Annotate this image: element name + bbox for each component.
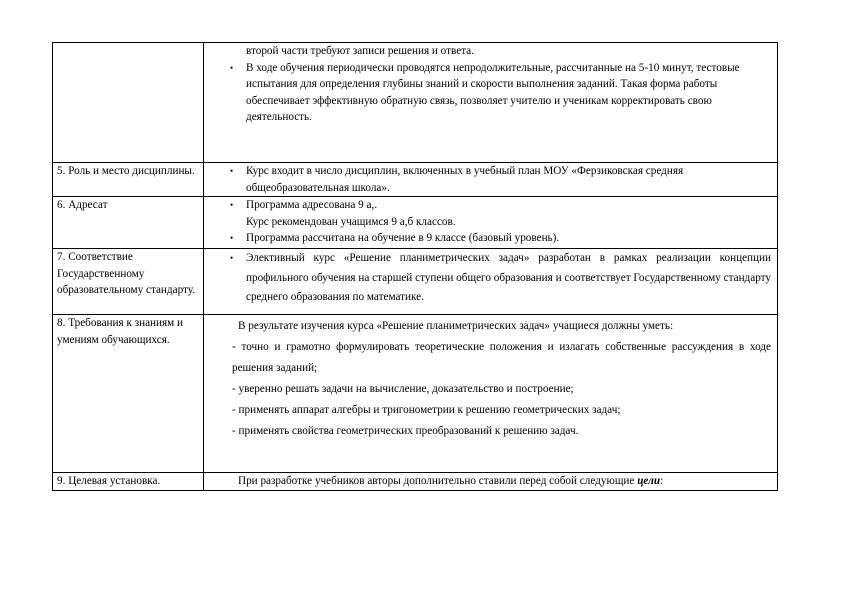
list-item-text: Программа адресована 9 а,. <box>246 199 378 211</box>
row-content <box>204 163 778 197</box>
table-row <box>53 43 778 163</box>
bullet-list <box>208 230 771 247</box>
bullet-icon: • <box>230 62 234 73</box>
table-row <box>53 473 778 491</box>
bullet-list <box>208 249 771 308</box>
bullet-icon: • <box>230 253 234 263</box>
row-content <box>204 473 778 491</box>
text-line: Курс рекомендован учащимся 9 а,б классов. <box>246 215 456 228</box>
row-label: 6. Адресат <box>53 197 204 249</box>
list-item: - применять свойства геометрических преобразований к решению задач. <box>232 425 579 437</box>
program-table <box>52 42 778 491</box>
goal-emphasis: цели <box>637 475 661 487</box>
list-item <box>208 60 771 126</box>
list-item <box>208 163 771 196</box>
row-label: 7. Соответствие Государственному образовательному стандарту. <box>53 249 204 315</box>
list-item-text: Программа рассчитана на обучение в 9 классе (базовый уровень). <box>246 232 560 244</box>
bullet-list <box>208 197 771 214</box>
list-item <box>208 249 771 308</box>
list-item <box>208 230 771 247</box>
list-item <box>208 197 771 214</box>
bullet-icon: • <box>230 200 234 210</box>
row-content <box>204 315 778 473</box>
table-row <box>53 197 778 249</box>
table-row <box>53 163 778 197</box>
list-item: - уверенно решать задачи на вычисление, доказательство и построение; <box>232 383 574 395</box>
table-row <box>53 249 778 315</box>
row-label <box>53 43 204 163</box>
row-label: 5. Роль и место дисциплины. <box>53 163 204 197</box>
list-item-text: В ходе обучения периодически проводятся непродолжительные, рассчитанные на 5-10 минут, тестовые испытания для определения глубины знаний и скорости выполнения заданий. Такая форма работы обеспечивает эффективную обратную связь, позволяет учителю и ученикам корректировать свою деятельность. <box>246 61 740 123</box>
row-content <box>204 249 778 315</box>
requirements-intro: В результате изучения курса «Решение планиметрических задач» учащиеся должны уметь: <box>238 320 674 332</box>
row-label: 8. Требования к знаниям и умениям обучающихся. <box>53 315 204 473</box>
bullet-list <box>208 60 771 126</box>
row-content <box>204 43 778 163</box>
list-item: - применять аппарат алгебры и тригонометрии к решению геометрических задач; <box>232 404 621 416</box>
continuation-line: второй части требуют записи решения и ответа. <box>246 45 474 57</box>
goal-tail: : <box>660 475 664 487</box>
list-item: - точно и грамотно формулировать теоретические положения и излагать собственные рассуждения в ходе решения заданий; <box>232 341 771 374</box>
list-item-text: Элективный курс «Решение планиметрических задач» разработан в рамках реализации концепции профильного обучения на старшей ступени общего образования и соответствует Государственному стандарту среднего образования по математике. <box>246 252 771 303</box>
bullet-list <box>208 163 771 196</box>
bullet-icon: • <box>230 166 234 176</box>
bullet-icon: • <box>230 233 234 243</box>
list-item-text: Курс входит в число дисциплин, включенных в учебный план МОУ «Ферзиковская средняя общеобразовательная школа». <box>246 165 684 194</box>
row-label: 9. Целевая установка. <box>53 473 204 491</box>
table-row <box>53 315 778 473</box>
row-content <box>204 197 778 249</box>
goal-text: При разработке учебников авторы дополнительно ставили перед собой следующие <box>238 475 635 487</box>
